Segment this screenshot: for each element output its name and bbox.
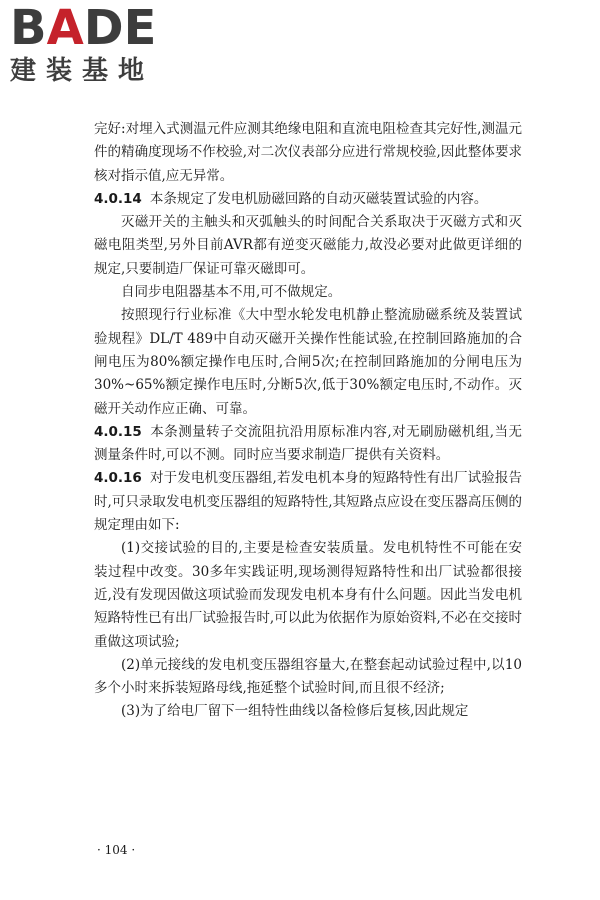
paragraph-text: 自同步电阻器基本不用,可不做规定。 xyxy=(121,284,342,301)
body-paragraph xyxy=(94,700,522,723)
paragraph-text: 灭磁开关的主触头和灭弧触头的时间配合关系取决于灭磁方式和灭磁电阻类型,另外目前AVR都有逆变灭磁能力,故没必要对此做更详细的规定,只要制造厂保证可靠灭磁即可。 xyxy=(94,214,522,277)
body-paragraph xyxy=(94,654,522,701)
paragraph-text: 对于发电机变压器组,若发电机本身的短路特性有出厂试验报告时,可只录取发电机变压器组的短路特性,其短路点应设在变压器高压侧的规定理由如下: xyxy=(94,470,522,534)
body-paragraph xyxy=(94,118,522,188)
body-paragraph xyxy=(94,281,522,304)
logo-subtitle: 建装基地 xyxy=(10,56,155,86)
body-paragraph xyxy=(94,537,522,653)
paragraph-text: 本条测量转子交流阻抗沿用原标准内容,对无刷励磁机组,当无测量条件时,可以不测。同时应当要求制造厂提供有关资料。 xyxy=(94,423,522,464)
paragraph-text: (1)交接试验的目的,主要是检查安装质量。发电机特性不可能在安装过程中改变。30多年实践证明,现场测得短路特性和出厂试验都很接近,没有发现因做这项试验而发现发电机本身有什么问题。因此当发电机短路特性已有出厂试验报告时,可以此为依据作为原始资料,不必在交接时重做这项试验; xyxy=(94,540,522,650)
logo-wordmark: BADE xyxy=(10,0,157,56)
logo-accent-letter: A xyxy=(46,0,84,56)
bade-logo xyxy=(10,0,175,94)
paragraph-text: (3)为了给电厂留下一组特性曲线以备检修后复核,因此规定 xyxy=(121,703,469,720)
body-paragraph xyxy=(94,211,522,281)
paragraph-text: 本条规定了发电机励磁回路的自动灭磁装置试验的内容。 xyxy=(149,190,488,207)
clause-paragraph xyxy=(94,467,522,537)
clause-number: 4.0.14 xyxy=(94,190,142,207)
document-body xyxy=(94,118,522,724)
page-number: · 104 · xyxy=(97,843,136,857)
clause-paragraph xyxy=(94,188,522,211)
body-paragraph xyxy=(94,304,522,420)
clause-number: 4.0.15 xyxy=(94,423,142,440)
clause-paragraph xyxy=(94,421,522,468)
paragraph-text: 完好:对埋入式测温元件应测其绝缘电阻和直流电阻检查其完好性,测温元件的精确度现场不作校验,对二次仪表部分应进行常规校验,因此整体要求核对指示值,应无异常。 xyxy=(94,121,522,184)
clause-number: 4.0.16 xyxy=(94,470,142,487)
paragraph-text: (2)单元接线的发电机变压器组容量大,在整套起动试验过程中,以10多个小时来拆装短路母线,拖延整个试验时间,而且很不经济; xyxy=(94,656,522,697)
paragraph-text: 按照现行行业标准《大中型水轮发电机静止整流励磁系统及装置试验规程》DL/T 489中自动灭磁开关操作性能试验,在控制回路施加的合闸电压为80%额定操作电压时,合闸5次;在控制回路施加的分闸电压为30%~65%额定操作电压时,分断5次,低于30%额定电压时,不动作。灭磁开关动作应正确、可靠。 xyxy=(94,307,522,417)
